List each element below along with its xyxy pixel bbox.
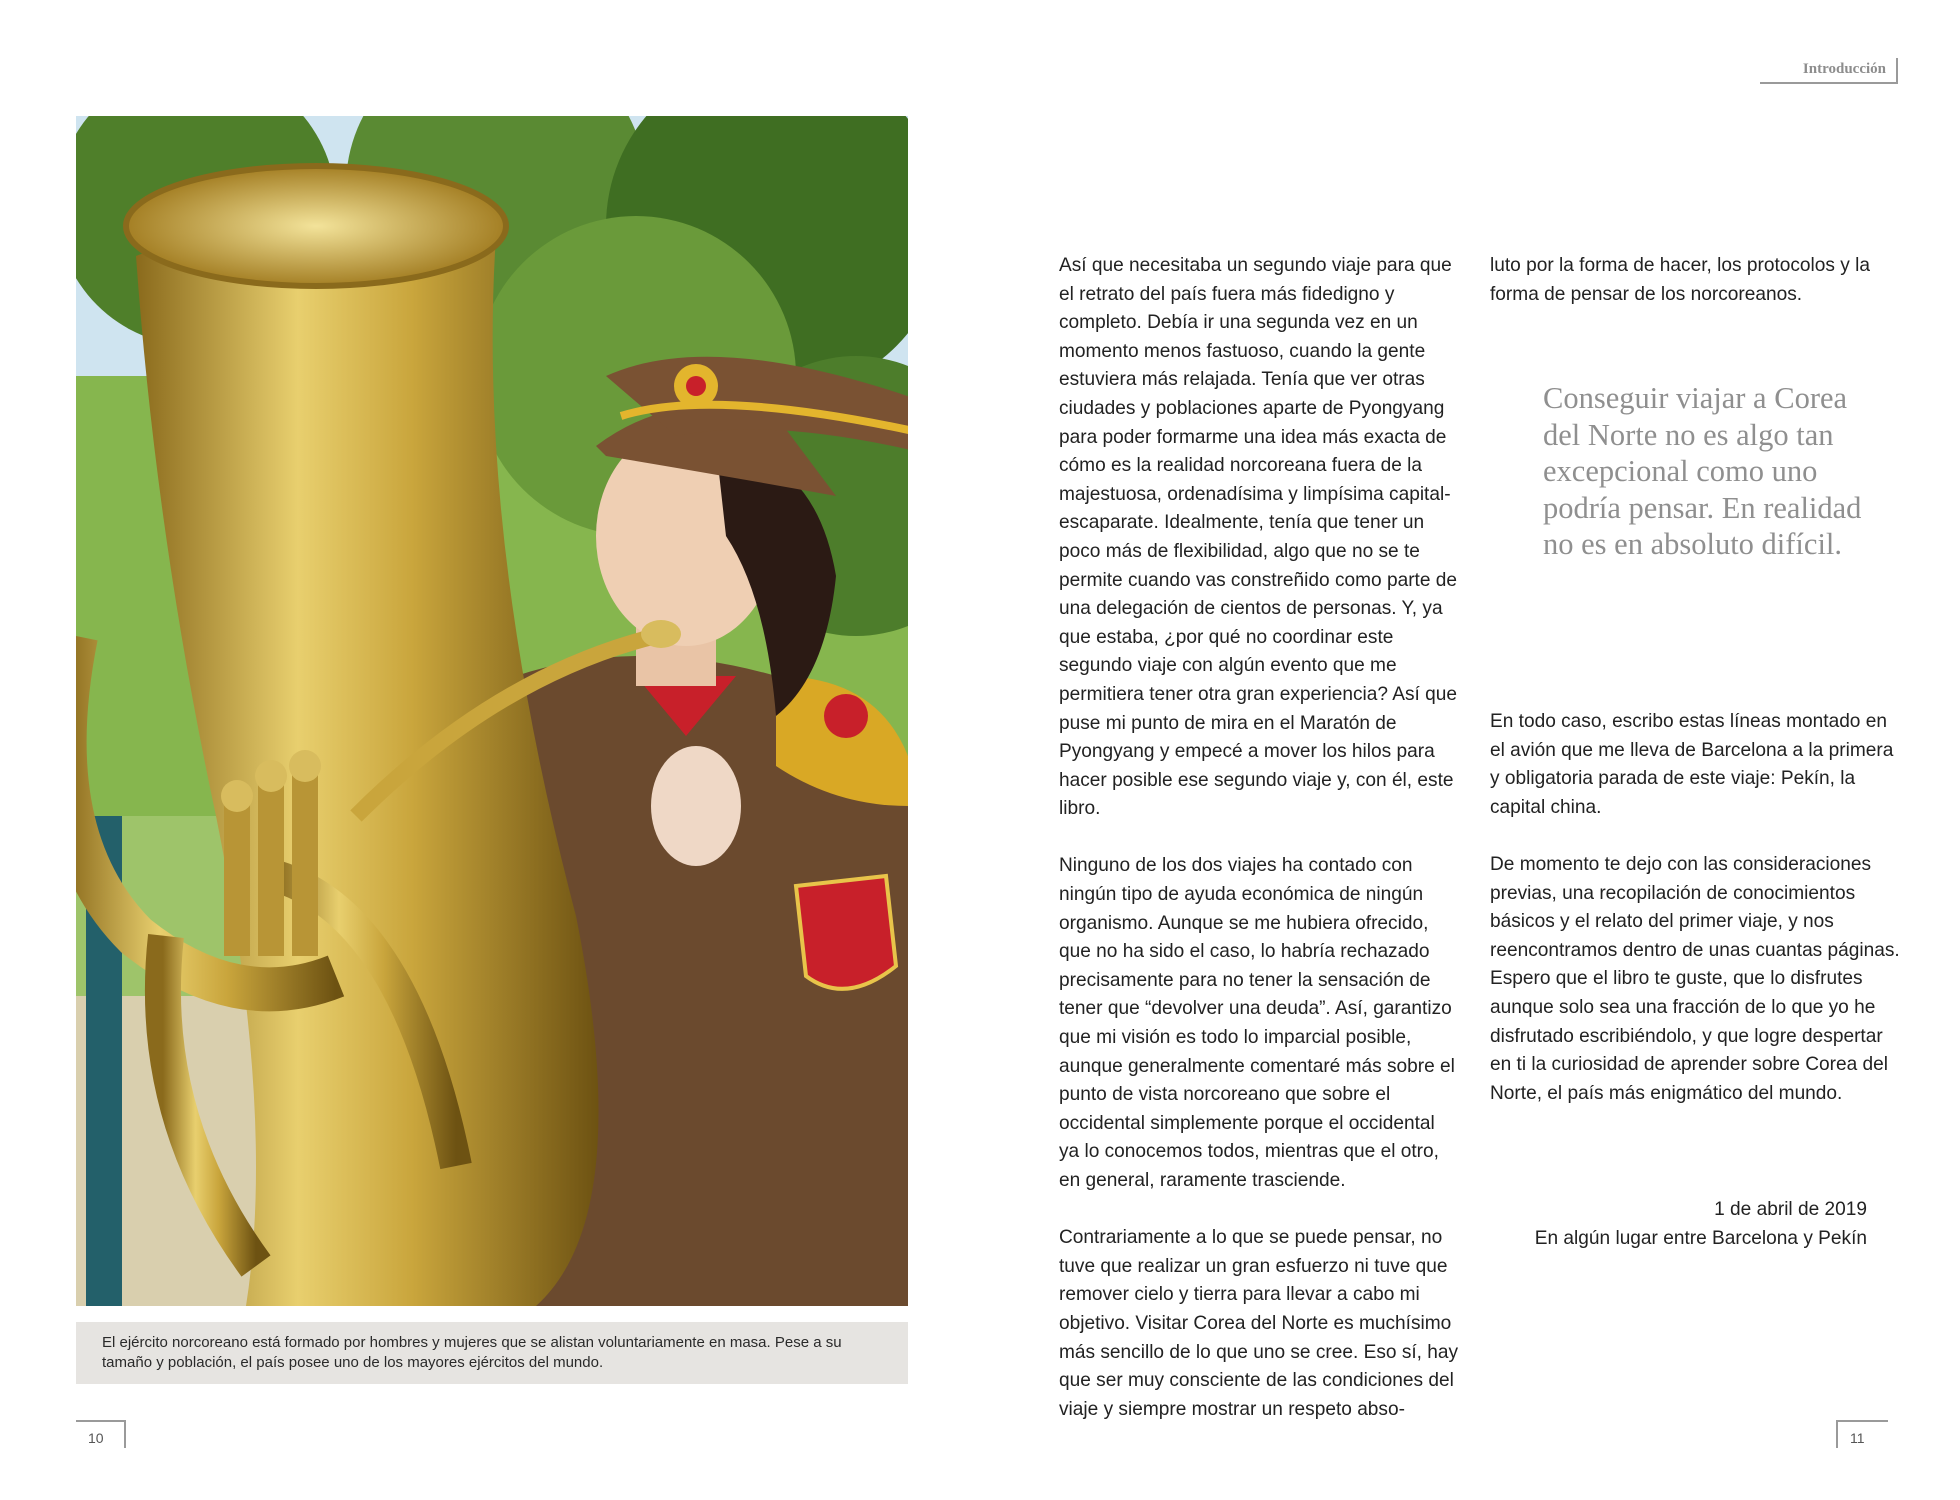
signoff — [1490, 1196, 1867, 1253]
paragraph: Ninguno de los dos viajes ha contado con ningún tipo de ayuda económica de ningún organismo. Aunque se me hubiera ofrecido, que no ha sido el caso, lo habría rechazado precisamente para no tener la sensación de tener que “devolver una deuda”. Así, garantizo que mi visión es todo lo imparcial posible, aunque generalmente comentaré más sobre el punto de vista norcoreano que sobre el occidental simplemente porque el occidental ya lo conocemos todos, mientras que el otro, en general, raramente trasciende. — [1059, 855, 1455, 1191]
paragraph: De momento te dejo con las consideraciones previas, una recopilación de conocimientos básicos y el relato del primer viaje, y nos reencontramos dentro de unas cuantas páginas. Espero que el libro te guste, que lo disfrutes aunque solo sea una fracción de lo que yo he disfrutado escribiéndolo, y que logre despertar en ti la curiosidad de aprender sobre Corea del Norte, el país más enigmático del mundo. — [1490, 853, 1900, 1104]
paragraph: Así que necesitaba un segundo viaje para que el retrato del país fuera más fidedigno y completo. Debía ir una segunda vez en un momento menos fastuoso, cuando la gente estuviera más relajada. Tenía que ver otras ciudades y poblaciones aparte de Pyongyang para poder formarme una idea más exacta de cómo es la realidad norcoreana fuera de la majestuosa, ordenadísima y limpísima capital-escaparate. Idealmente, tenía que tener un poco más de flexibilidad, algo que no se te permite cuando vas constreñido como parte de una delegación de cientos de personas. Y, ya que estaba, ¿por qué no coordinar este segundo viaje con algún evento que me permitiera tener otra gran experiencia? Así que puse mi punto de mira en el Maratón de Pyongyang y empecé a mover los hilos para hacer posible ese segundo viaje y, con él, este libro. — [1059, 255, 1458, 820]
section-header: Introducción — [1760, 58, 1898, 84]
photo — [76, 116, 908, 1306]
photo-illustration — [76, 116, 908, 1306]
signoff-place: En algún lugar entre Barcelona y Pekín — [1534, 1227, 1867, 1249]
text-column-2 — [1490, 252, 1900, 338]
right-page — [980, 0, 1960, 1500]
pull-quote: Conseguir viajar a Corea del Norte no es algo tan excepcional como uno podría pensar. En realidad no es en absoluto difícil. — [1543, 381, 1862, 562]
text-column-1 — [1059, 252, 1459, 1453]
paragraph: Contrariamente a lo que se puede pensar, no tuve que realizar un gran esfuerzo ni tuve que remover cielo y tierra para llevar a cabo mi objetivo. Visitar Corea del Norte es muchísimo más sencillo de lo que uno se cree. Eso sí, hay que ser muy consciente de las condiciones del viaje y siempre mostrar un respeto abso- — [1059, 1227, 1459, 1420]
signoff-date: 1 de abril de 2019 — [1714, 1199, 1867, 1220]
caption-line-1: El ejército norcoreano está formado por hombres y mujeres que se alistan voluntariamente en masa. Pese a su — [102, 1334, 842, 1351]
caption-line-2: tamaño y población, el país posee uno de los mayores ejércitos del mundo. — [102, 1354, 604, 1371]
photo-caption — [76, 1322, 908, 1384]
paragraph: En todo caso, escribo estas líneas montado en el avión que me lleva de Barcelona a la primera y obligatoria parada de este viaje: Pekín, la capital china. — [1490, 711, 1894, 818]
page-number-right: 11 — [1836, 1420, 1888, 1448]
page-number-left: 10 — [76, 1420, 126, 1448]
paragraph-continuation: luto por la forma de hacer, los protocolos y la forma de pensar de los norcoreanos. — [1490, 255, 1870, 305]
text-column-2-body — [1490, 708, 1900, 1137]
